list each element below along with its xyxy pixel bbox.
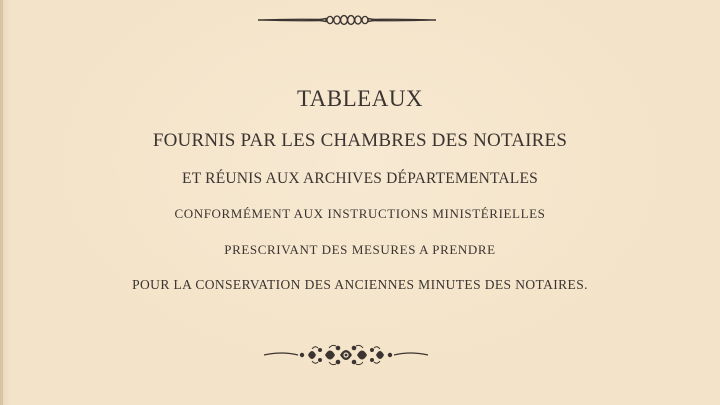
subtitle-line-4: PRESCRIVANT DES MESURES A PRENDRE — [224, 242, 496, 257]
floral-vignette-ornament-icon — [262, 342, 430, 368]
beaded-rule-ornament-icon — [256, 10, 438, 30]
subtitle-line-1: FOURNIS PAR LES CHAMBRES DES NOTAIRES — [152, 130, 568, 151]
subtitle-line-3: CONFORMÉMENT AUX INSTRUCTIONS MINISTÉRIELLES — [174, 206, 546, 221]
subtitle-line-5: POUR LA CONSERVATION DES ANCIENNES MINUTES DES NOTAIRES. — [132, 277, 588, 292]
title-tableaux: TABLEAUX — [296, 86, 424, 111]
page-edge-shadow — [0, 0, 3, 405]
subtitle-line-2: ET RÉUNIS AUX ARCHIVES DÉPARTEMENTALES — [182, 170, 538, 187]
